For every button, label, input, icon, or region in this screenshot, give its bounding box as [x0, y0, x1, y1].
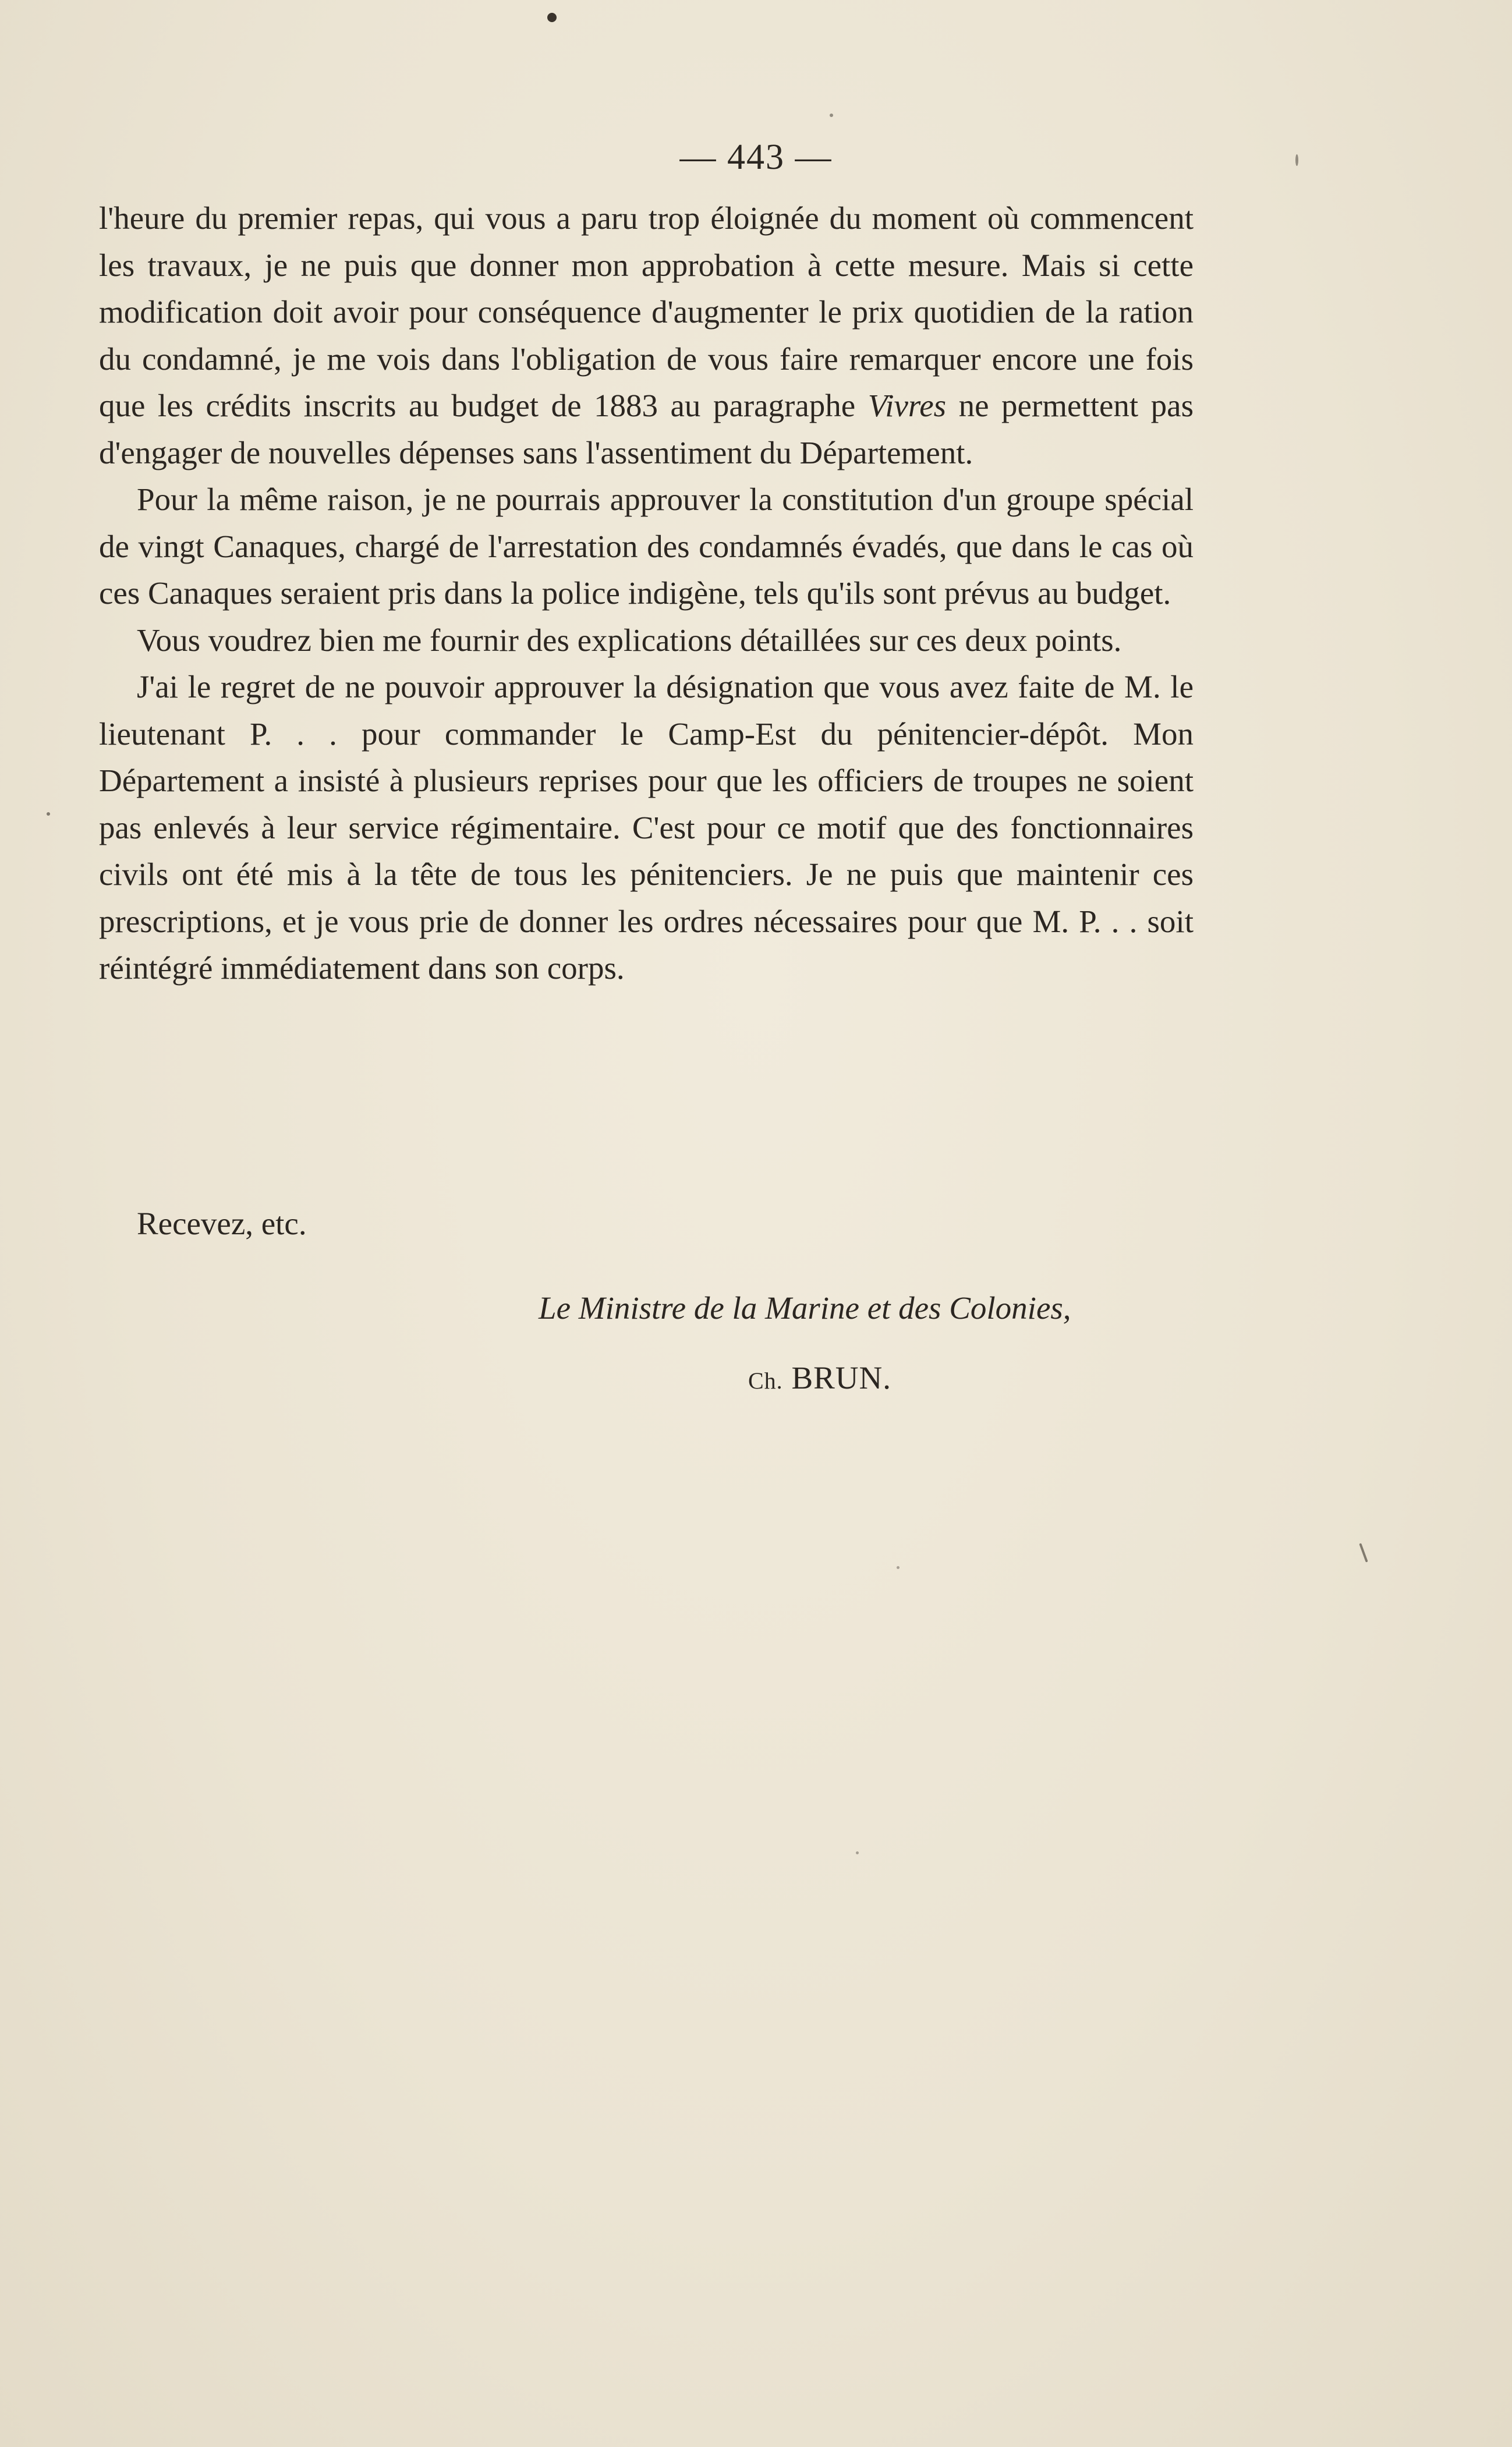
- paragraph-ration: [99, 195, 1194, 476]
- letter-body: [99, 195, 1194, 992]
- closing-formula: Recevez, etc.: [137, 1206, 307, 1241]
- ink-speck: [47, 812, 50, 816]
- ink-speck: [547, 13, 557, 22]
- signature-last-name: BRUN.: [791, 1360, 891, 1396]
- paragraph-ration-text-a: l'heure du premier repas, qui vous a paru trop éloignée du moment où commencent les travaux, je ne puis que donner mon approbation à cette mesure. Mais si cette modification doit avoir pour conséquence d'augmenter le prix quotidien de la ration du condamné, je me vois dans l'obligation de vous faire remarquer encore une fois que les crédits inscrits au budget de 1883 au paragraphe: [99, 200, 1194, 423]
- paragraph-canaques: Pour la même raison, je ne pourrais approuver la constitution d'un groupe spécial de vingt Canaques, chargé de l'arrestation des condamnés évadés, que dans le cas où ces Canaques seraient pris dans la police indigène, tels qu'ils sont prévus au budget.: [99, 481, 1194, 611]
- ink-speck: [830, 114, 833, 117]
- paragraph-ration-text-b: ne permettent pas d'engager de nouvelles dépenses sans l'assentiment du Département.: [99, 388, 1194, 470]
- signature-initial: Ch.: [748, 1368, 783, 1394]
- ink-speck: [856, 1851, 859, 1854]
- ink-speck: [1359, 1543, 1368, 1562]
- signature-title: Le Ministre de la Marine et des Colonies,: [539, 1290, 1071, 1326]
- paragraph-explications: Vous voudrez bien me fournir des explications détaillées sur ces deux points.: [137, 622, 1122, 658]
- page-number: — 443 —: [679, 137, 833, 177]
- signature-name: [748, 1359, 891, 1396]
- paragraph-lieutenant: J'ai le regret de ne pouvoir approuver la désignation que vous avez faite de M. le lieutenant P. . . pour commander le Camp-Est du pénitencier-dépôt. Mon Département a insisté à plusieurs reprises pour que les officiers de troupes ne soient pas enlevés à leur service régimentaire. C'est pour ce motif que des fonctionnaires civils ont été mis à la tête de tous les pénitenciers. Je ne puis que maintenir ces prescriptions, et je vous prie de donner les ordres nécessaires pour que M. P. . . soit réintégré immédiatement dans son corps.: [99, 669, 1194, 986]
- paragraph-ration-italic: Vivres: [867, 388, 947, 423]
- ink-speck: [897, 1566, 900, 1569]
